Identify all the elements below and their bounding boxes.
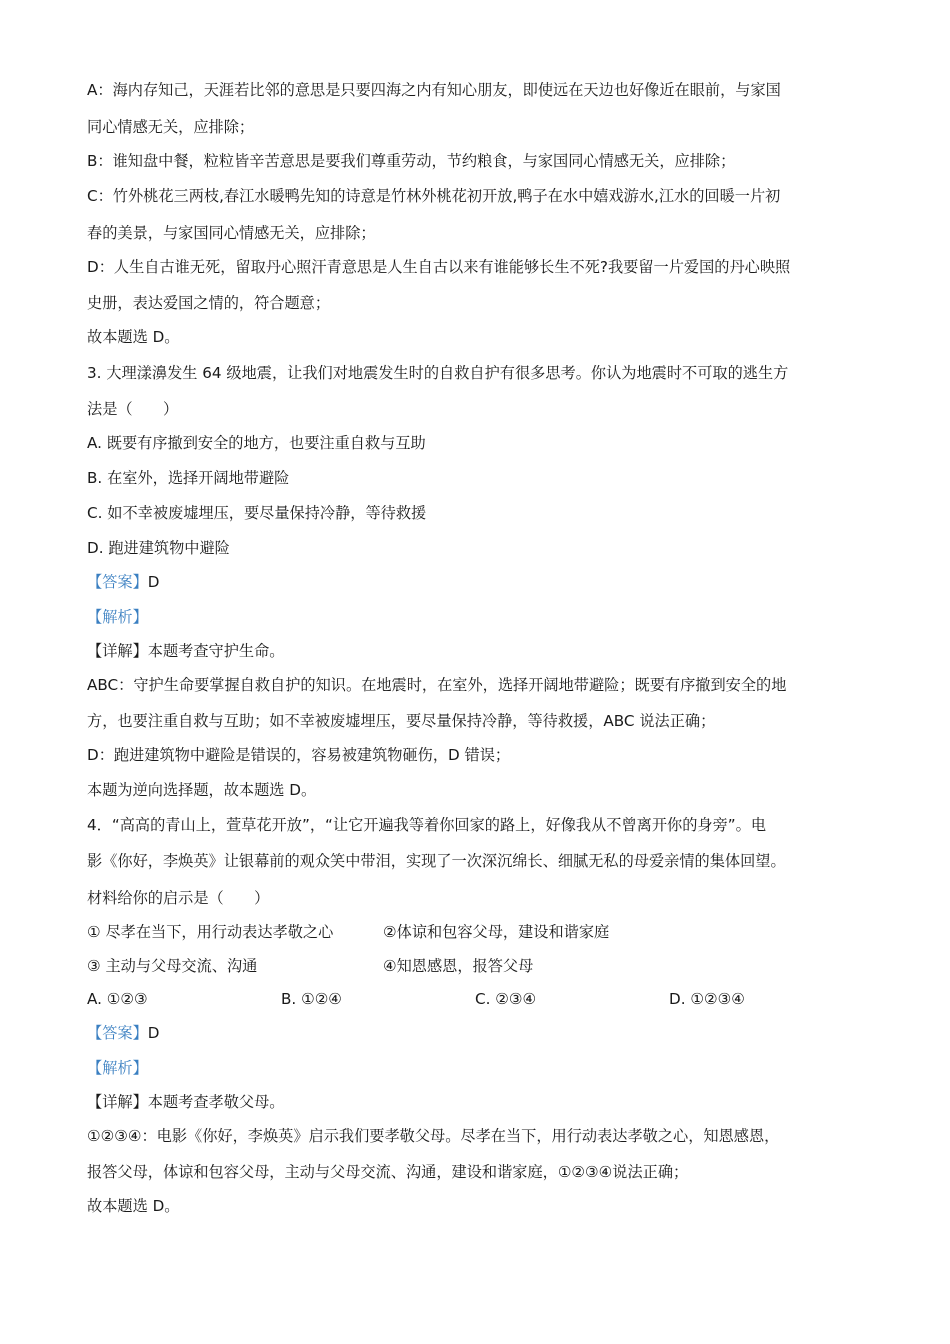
q3-stem-line1: 3. 大理漾濞发生 64 级地震，让我们对地震发生时的自救自护有很多思考。你认为地震时不可取的逃生方 <box>87 364 789 382</box>
q2-option-c-analysis-line1: C：竹外桃花三两枝,春江水暖鸭先知的诗意是竹林外桃花初开放,鸭子在水中嬉戏游水,江水的回暖一片初 <box>87 187 781 205</box>
q2-option-a-analysis-line2: 同心情感无关，应排除； <box>87 118 255 136</box>
q4-stem-line1: 4．“高高的青山上，萱草花开放”，“让它开遍我等着你回家的路上，好像我从不曾离开你的身旁”。电 <box>87 816 767 834</box>
q4-detail: 【详解】本题考查孝敬父母。 <box>87 1093 285 1111</box>
q4-item-1: ① 尽孝在当下，用行动表达孝敬之心 <box>87 923 334 941</box>
q4-explanation-line1: ①②③④：电影《你好，李焕英》启示我们要孝敬父母。尽孝在当下，用行动表达孝敬之心，知恩感恩， <box>87 1127 780 1145</box>
q3-answer <box>87 571 159 593</box>
q2-option-d-analysis-line2: 史册，表达爱国之情的，符合题意； <box>87 294 330 312</box>
q4-answer <box>87 1022 159 1044</box>
q2-option-c-analysis-line2: 春的美景，与家国同心情感无关，应排除； <box>87 224 376 242</box>
q2-option-b-analysis: B：谁知盘中餐，粒粒皆辛苦意思是要我们尊重劳动，节约粮食，与家国同心情感无关，应排除； <box>87 152 736 170</box>
q4-stem-line2: 影《你好，李焕英》让银幕前的观众笑中带泪，实现了一次深沉绵长、细腻无私的母爱亲情的集体回望。 <box>87 852 786 870</box>
q4-conclusion: 故本题选 D。 <box>87 1197 180 1215</box>
q2-option-d-analysis-line1: D：人生自古谁无死，留取丹心照汗青意思是人生自古以来有谁能够长生不死?我要留一片爱国的丹心映照 <box>87 258 791 276</box>
q3-analysis-label: 【解析】 <box>87 608 148 626</box>
q4-choice-c: C. ②③④ <box>475 990 537 1008</box>
q3-abc-analysis-line2: 方，也要注重自救与互助；如不幸被废墟埋压，要尽量保持冷静，等待救援，ABC 说法正确； <box>87 712 716 730</box>
q4-answer-value: D <box>147 1024 160 1042</box>
q4-answer-label: 【答案】 <box>87 1024 148 1042</box>
q2-conclusion: 故本题选 D。 <box>87 328 180 346</box>
q4-item-2: ②体谅和包容父母，建设和谐家庭 <box>383 923 610 941</box>
q3-option-b: B. 在室外，选择开阔地带避险 <box>87 469 290 487</box>
q4-choice-a: A. ①②③ <box>87 990 148 1008</box>
q4-stem-line3: 材料给你的启示是（ ） <box>87 889 270 907</box>
q3-option-a: A. 既要有序撤到安全的地方，也要注重自救与互助 <box>87 434 426 452</box>
q4-item-4: ④知恩感恩，报答父母 <box>383 957 534 975</box>
q4-analysis-label: 【解析】 <box>87 1059 148 1077</box>
q3-detail: 【详解】本题考查守护生命。 <box>87 642 285 660</box>
q3-abc-analysis-line1: ABC：守护生命要掌握自救自护的知识。在地震时，在室外，选择开阔地带避险；既要有序撤到安全的地 <box>87 676 787 694</box>
q3-option-c: C. 如不幸被废墟埋压，要尽量保持冷静，等待救援 <box>87 504 427 522</box>
q3-stem-line2: 法是（ ） <box>87 400 179 418</box>
q3-d-analysis: D：跑进建筑物中避险是错误的，容易被建筑物砸伤，D 错误； <box>87 746 511 764</box>
q3-answer-label: 【答案】 <box>87 573 148 591</box>
q4-choice-d: D. ①②③④ <box>669 990 745 1008</box>
q3-answer-value: D <box>147 573 160 591</box>
q2-option-a-analysis-line1: A：海内存知己，天涯若比邻的意思是只要四海之内有知心朋友，即使远在天边也好像近在眼前，与家国 <box>87 81 781 99</box>
q3-option-d: D. 跑进建筑物中避险 <box>87 539 230 557</box>
q3-conclusion: 本题为逆向选择题，故本题选 D。 <box>87 781 317 799</box>
q4-item-3: ③ 主动与父母交流、沟通 <box>87 957 258 975</box>
q4-explanation-line2: 报答父母，体谅和包容父母，主动与父母交流、沟通，建设和谐家庭，①②③④说法正确； <box>87 1163 689 1181</box>
q4-choice-b: B. ①②④ <box>281 990 342 1008</box>
